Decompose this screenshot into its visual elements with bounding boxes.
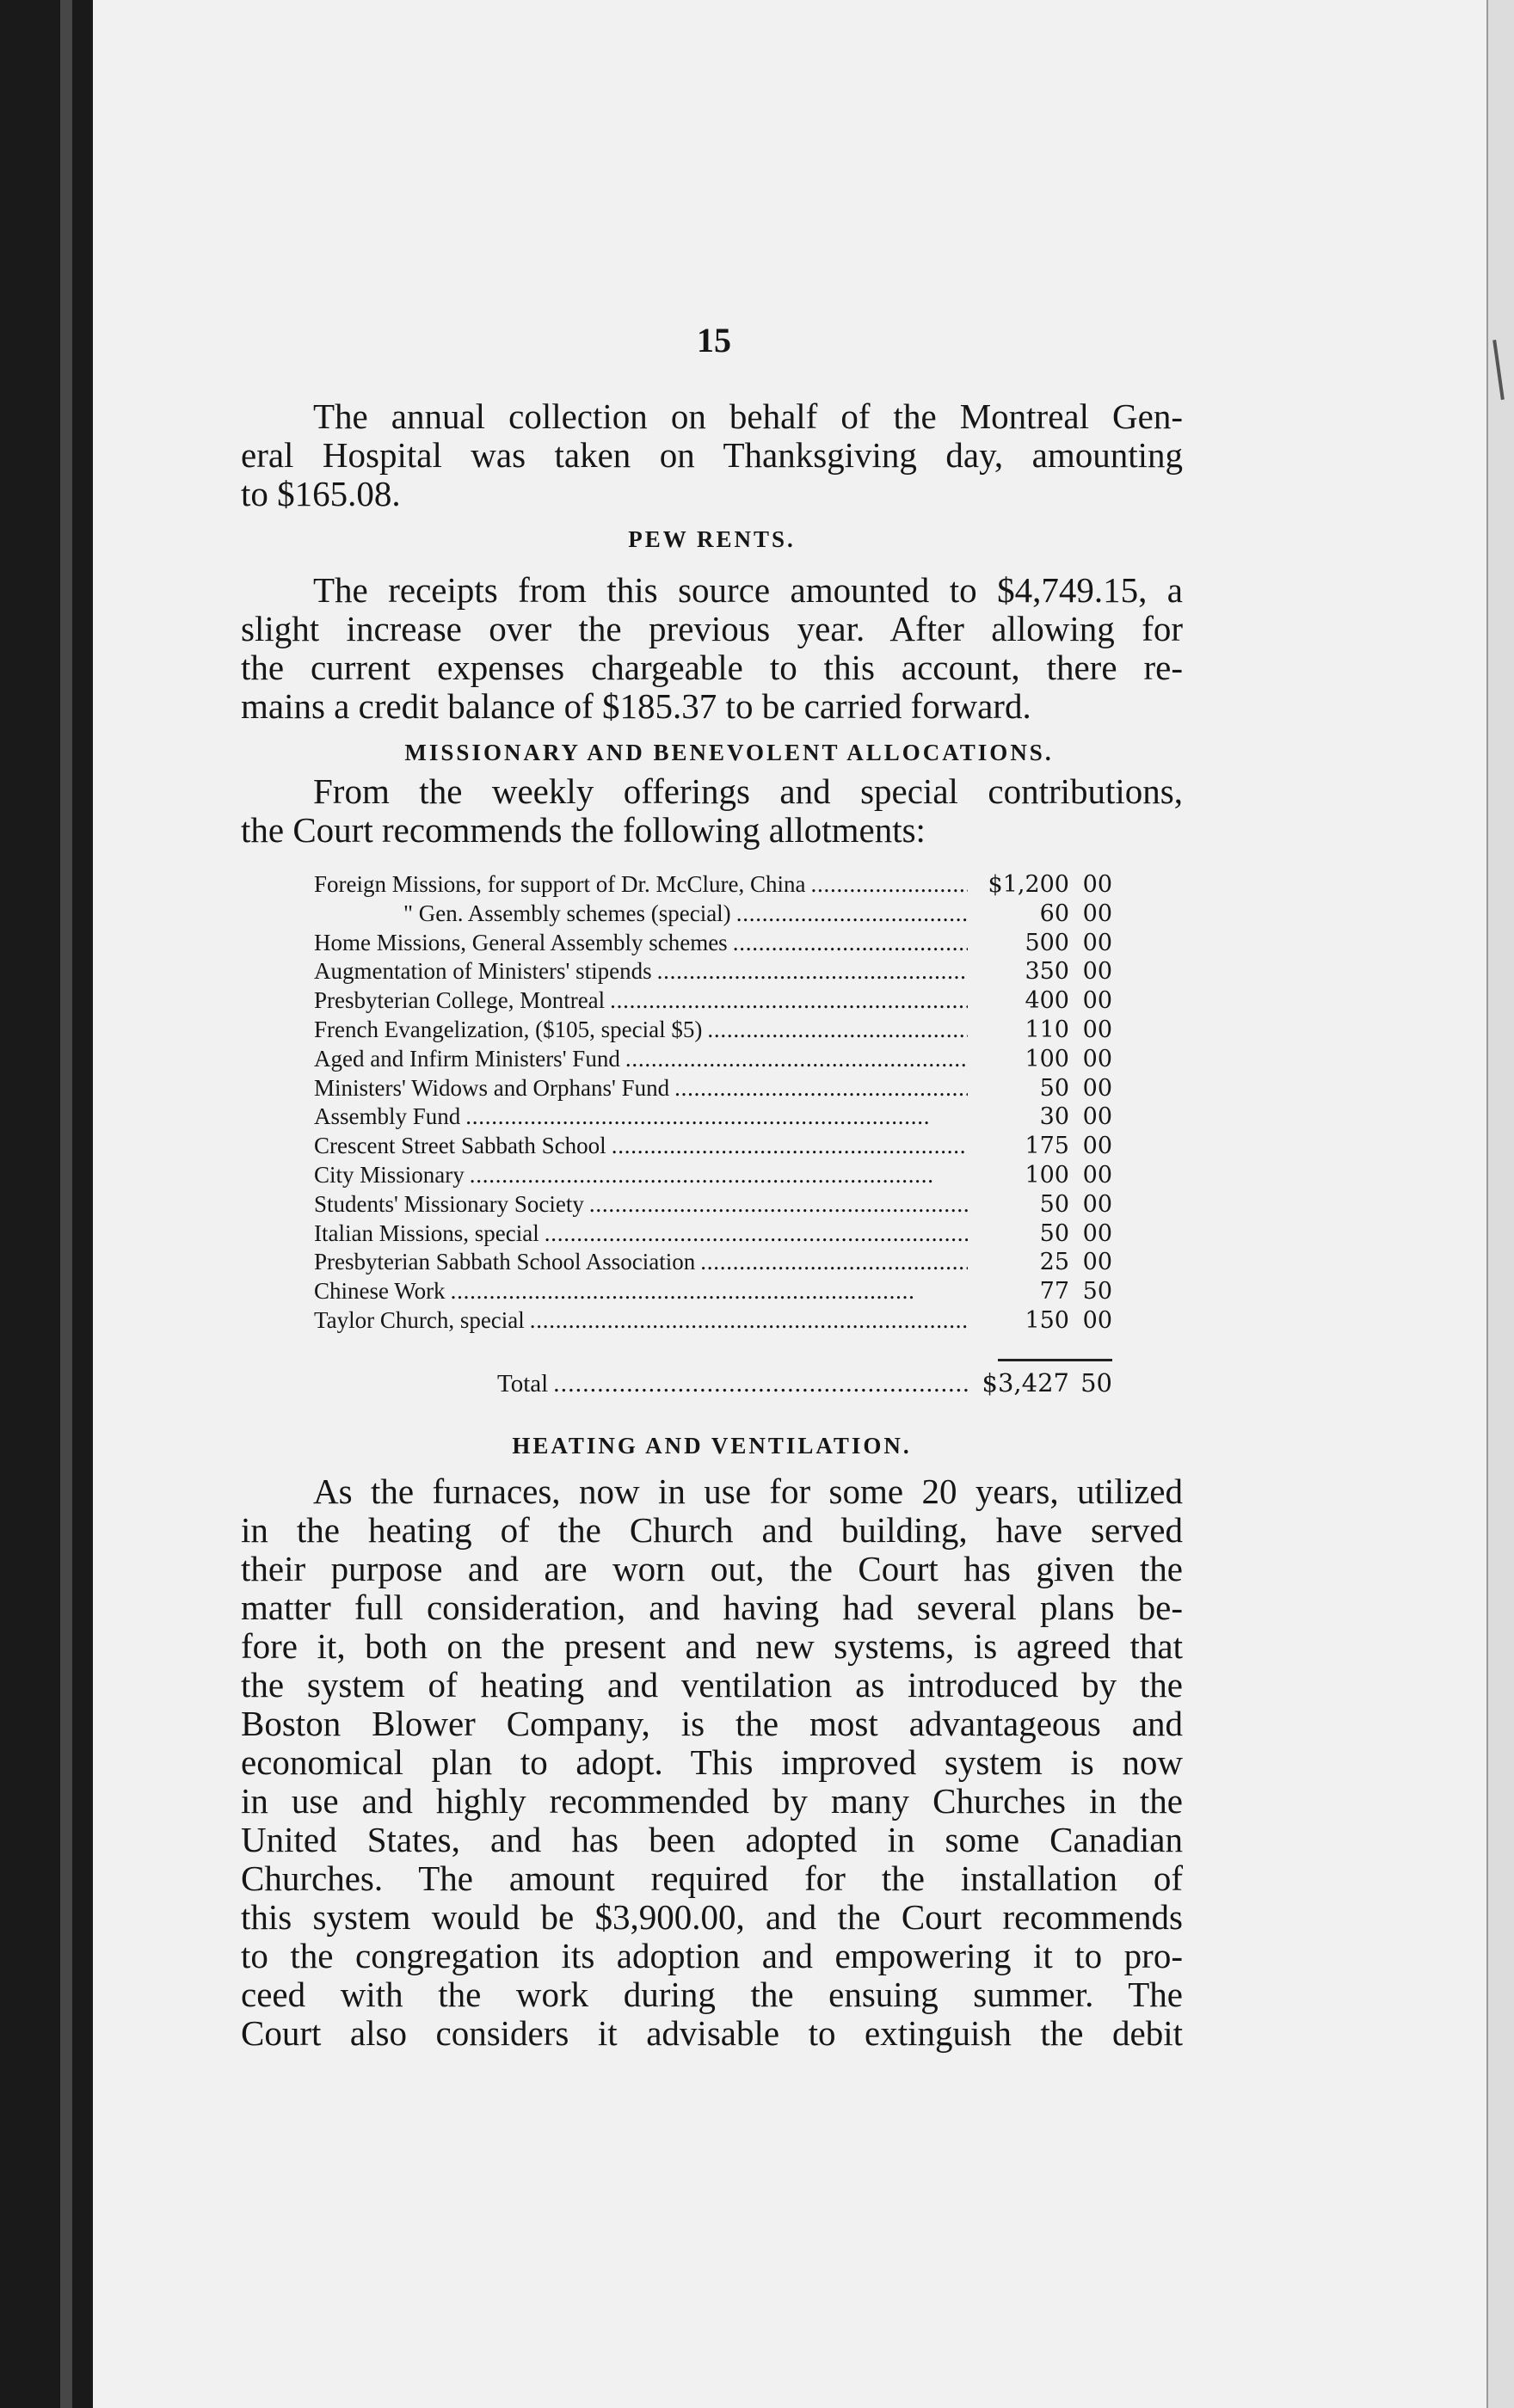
allotment-amount: 350: [1025, 958, 1069, 986]
allotment-cents: 00: [1082, 1133, 1112, 1160]
dot-leader: [625, 1045, 968, 1074]
dot-leader: [700, 1248, 968, 1277]
allotment-cents: 50: [1082, 1278, 1112, 1305]
allotment-cents: 00: [1082, 1249, 1112, 1276]
allotment-amount: 50: [1039, 1074, 1069, 1102]
paragraph-line: The annual collection on behalf of the Montreal Gen-: [313, 396, 1183, 436]
allotment-total-row: [497, 1367, 1112, 1399]
allotment-label: Presbyterian College, Montreal: [314, 987, 606, 1014]
allotment-row: [314, 986, 1112, 1016]
allotment-amount: 30: [1039, 1103, 1069, 1131]
allotment-amount: 150: [1025, 1306, 1069, 1334]
allotment-label: Presbyterian Sabbath School Association: [314, 1249, 696, 1275]
paragraph-line: in the heating of the Church and building, have served: [241, 1510, 1183, 1550]
allotment-row: [314, 1045, 1112, 1074]
dot-leader: [470, 1161, 968, 1190]
paragraph-line: As the furnaces, now in use for some 20 years, utilized: [313, 1471, 1183, 1511]
book-spine-shadow: [0, 0, 93, 2408]
allotment-amount: 50: [1039, 1190, 1069, 1218]
allotment-amount: 25: [1039, 1249, 1069, 1276]
paragraph-line: in use and highly recommended by many Churches in the: [241, 1781, 1183, 1821]
allotment-label: French Evangelization, ($105, special $5): [314, 1016, 703, 1042]
dot-leader: [465, 1103, 968, 1132]
allotment-label: Crescent Street Sabbath School: [314, 1133, 606, 1159]
allotment-cents: 00: [1082, 1306, 1112, 1334]
allotment-cents: 00: [1082, 900, 1112, 927]
paragraph-line: eral Hospital was taken on Thanksgiving day, amounting: [241, 435, 1183, 475]
allotment-row: [314, 900, 1112, 929]
allotment-row: [314, 1248, 1112, 1277]
page-number: 15: [697, 321, 731, 359]
allotment-label: Chinese Work: [314, 1278, 446, 1305]
allotment-row: [314, 1190, 1112, 1219]
paragraph-line: fore it, both on the present and new systems, is agreed that: [241, 1626, 1183, 1666]
allotment-row: [314, 1219, 1112, 1249]
dot-leader: [674, 1074, 968, 1103]
paragraph-line: United States, and has been adopted in some Canadian: [241, 1820, 1183, 1859]
allotment-row: [314, 1132, 1112, 1161]
hospital-paragraph: [241, 397, 1183, 513]
allocations-heading: MISSIONARY AND BENEVOLENT ALLOCATIONS.: [404, 740, 1054, 765]
allotment-amount: 100: [1025, 1161, 1069, 1189]
paragraph-line: slight increase over the previous year. After allowing for: [241, 609, 1183, 648]
allotment-cents: 00: [1082, 1074, 1112, 1102]
paragraph-line: their purpose and are worn out, the Court has given the: [241, 1549, 1183, 1588]
paragraph-line: Court also considers it advisable to extinguish the debit: [241, 2013, 1183, 2053]
dot-leader: [810, 870, 968, 900]
total-amount: $3,427: [982, 1368, 1069, 1398]
allotment-row: [314, 1277, 1112, 1306]
allotment-amount: 175: [1025, 1133, 1069, 1160]
allotment-cents: 00: [1082, 1190, 1112, 1218]
dot-leader: [589, 1190, 968, 1219]
paragraph-line: Boston Blower Company, is the most advantageous and: [241, 1704, 1183, 1743]
allotment-label: City Missionary: [314, 1161, 465, 1188]
paragraph-line: mains a credit balance of $185.37 to be carried forward.: [241, 686, 1031, 726]
paragraph-line: matter full consideration, and having had several plans be-: [241, 1588, 1183, 1627]
dot-leader: [736, 900, 968, 929]
page-right-edge: [1486, 0, 1514, 2408]
heating-heading: HEATING AND VENTILATION.: [512, 1433, 912, 1459]
dot-leader: [657, 957, 968, 986]
allotment-cents: 00: [1082, 1045, 1112, 1072]
paragraph-line: the Court recommends the following allotments:: [241, 810, 926, 850]
dot-leader: [612, 1132, 968, 1161]
total-label: Total: [497, 1370, 549, 1398]
allotment-amount: 60: [1039, 900, 1069, 927]
dot-leader: [733, 929, 968, 958]
allotment-label: Students' Missionary Society: [314, 1190, 584, 1217]
allotment-cents: 00: [1082, 1219, 1112, 1247]
allotment-label: Ministers' Widows and Orphans' Fund: [314, 1074, 670, 1101]
allotment-row: [314, 957, 1112, 986]
pew-rents-paragraph: [241, 571, 1183, 726]
allotment-row: [314, 870, 1112, 900]
allotment-label: Home Missions, General Assembly schemes: [314, 929, 728, 955]
allotment-amount: 100: [1025, 1045, 1069, 1072]
allotment-list: [314, 870, 1112, 1336]
paragraph-line: ceed with the work during the ensuing summer. The: [241, 1975, 1183, 2014]
paragraph-line: to the congregation its adoption and empowering it to pro-: [241, 1936, 1183, 1975]
allotment-label: Italian Missions, special: [314, 1219, 539, 1246]
allotment-cents: 00: [1082, 958, 1112, 986]
total-rule: [998, 1359, 1112, 1361]
allotment-amount: 50: [1039, 1219, 1069, 1247]
pew-rents-heading: PEW RENTS.: [628, 526, 796, 552]
allotment-cents: 00: [1082, 929, 1112, 956]
allotment-amount: 110: [1025, 1016, 1069, 1043]
paragraph-line: The receipts from this source amounted to $4,749.15, a: [313, 570, 1183, 610]
allotment-cents: 00: [1082, 1103, 1112, 1131]
allotment-label: Foreign Missions, for support of Dr. McClure, China: [314, 871, 806, 897]
book-spine-gap: [60, 0, 72, 2408]
paragraph-line: the system of heating and ventilation as introduced by the: [241, 1665, 1183, 1705]
allotment-row: [314, 1306, 1112, 1336]
allotment-cents: 00: [1082, 871, 1112, 898]
total-cents: 50: [1080, 1368, 1112, 1398]
allotment-row: [314, 929, 1112, 958]
allotment-row: [314, 1074, 1112, 1103]
dot-leader: [610, 986, 968, 1016]
allotment-amount: 77: [1039, 1278, 1069, 1305]
dot-leader: [553, 1368, 968, 1399]
dot-leader: [707, 1016, 968, 1045]
paragraph-line: Churches. The amount required for the installation of: [241, 1858, 1183, 1898]
allotment-label: Augmentation of Ministers' stipends: [314, 958, 652, 985]
allotment-cents: 00: [1082, 987, 1112, 1015]
allotment-row: [314, 1103, 1112, 1132]
allotment-label: Taylor Church, special: [314, 1306, 525, 1333]
paragraph-line: From the weekly offerings and special contributions,: [313, 771, 1183, 811]
allotment-label: " Gen. Assembly schemes (special): [403, 900, 731, 926]
paragraph-line: this system would be $3,900.00, and the Court recommends: [241, 1897, 1183, 1937]
allotment-label: Aged and Infirm Ministers' Fund: [314, 1045, 620, 1072]
allotment-amount: 400: [1025, 987, 1069, 1015]
allotment-row: [314, 1016, 1112, 1045]
dot-leader: [451, 1277, 968, 1306]
dot-leader: [530, 1306, 968, 1336]
paragraph-line: economical plan to adopt. This improved system is now: [241, 1742, 1183, 1782]
allocations-intro: [241, 772, 1183, 850]
dot-leader: [545, 1219, 968, 1249]
allotment-row: [314, 1161, 1112, 1190]
paragraph-line: to $165.08.: [241, 474, 401, 513]
allotment-cents: 00: [1082, 1161, 1112, 1189]
allotment-cents: 00: [1082, 1016, 1112, 1043]
paragraph-line: the current expenses chargeable to this account, there re-: [241, 648, 1183, 687]
allotment-amount: 500: [1025, 929, 1069, 956]
allotment-label: Assembly Fund: [314, 1103, 461, 1130]
heating-paragraph: [241, 1472, 1183, 2053]
allotment-amount: $1,200: [988, 871, 1069, 898]
